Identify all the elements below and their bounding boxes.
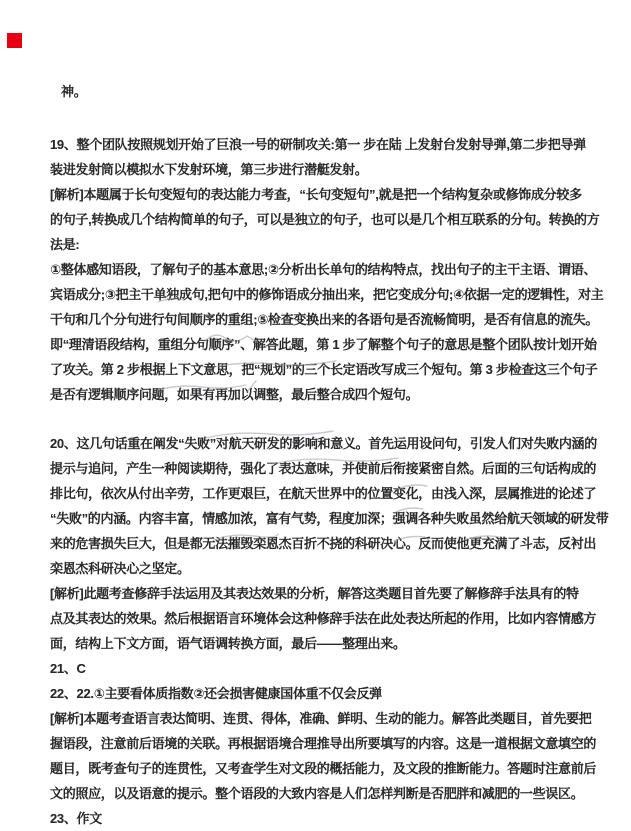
- text-line: 装进发射筒以模拟水下发射环境，第三步进行潜艇发射。: [50, 162, 368, 177]
- text-line: 题目，既考查句子的连贯性，又考查学生对文段的概括能力，及文段的推断能力。答题时注意前后: [50, 761, 597, 776]
- text-line: 神。: [61, 84, 87, 99]
- text-line: 握语段，注意前后语境的关联。再根据语境合理推导出所要填写的内容。这是一道根据文意填空的: [50, 736, 597, 751]
- red-square-mark: [7, 33, 22, 48]
- text-line: ①整体感知语段，了解句子的基本意思;②分析出长单句的结构特点，找出句子的主干主语、谓语、: [50, 262, 597, 277]
- text-line: 即“理清语段结构，重组分句顺序”、解答此题，第 1 步了解整个句子的意思是整个团队按计划开始: [50, 337, 597, 352]
- text-line: 面，结构上下文方面，语气语调转换方面，最后——整理出来。: [50, 636, 406, 651]
- text-line: 23、作文: [50, 811, 102, 826]
- text-line: 栾恩杰科研决心之坚定。: [50, 561, 190, 576]
- text-line: “失败”的内涵。内容丰富，情感加浓，富有气势，程度加深；强调各种失败虽然给航天领域的研发带: [50, 511, 609, 526]
- text-line: 来的危害损失巨大，但是都无法摧毁栾恩杰百折不挠的科研决心。反而使他更充满了斗志，反衬出: [50, 536, 597, 551]
- text-line: 提示与追问，产生一种阅读期待，强化了表达意味，并使前后衔接紧密自然。后面的三句话构成的: [50, 461, 597, 476]
- text-line: 的句子,转换成几个结构简单的句子，可以是独立的句子，也可以是几个相互联系的分句。转换的方: [50, 212, 600, 227]
- text-line: 20、这几句话重在阐发“失败”对航天研发的影响和意义。首先运用设问句，引发人们对失败内涵的: [50, 436, 597, 451]
- document-content: [50, 79, 615, 831]
- text-line: 排比句，依次从付出辛劳，工作更艰巨，在航天世界中的位置变化，由浅入深，层属推进的论述了: [50, 486, 597, 501]
- text-line: 文的照应，以及语意的提示。整个语段的大致内容是人们怎样判断是否肥胖和减肥的一些误区。: [50, 786, 584, 801]
- text-line: [解析]本题属于长句变短句的表达能力考查，“长句变短句”,就是把一个结构复杂或修饰成分较多: [50, 187, 582, 202]
- text-line: 宾语成分;③把主干单独成句,把句中的修饰语成分抽出来，把它变成分句;④依据一定的逻辑性，对主: [50, 287, 604, 302]
- text-line: 19、整个团队按照规划开始了巨浪一号的研制攻关:第一 步在陆 上发射台发射导弹,第二步把导弹: [50, 137, 586, 152]
- text-line: 干句和几个分句进行句间顺序的重组;⑤检查变换出来的各语句是否流畅简明，是否有信息的流失。: [50, 312, 599, 327]
- text-line: 法是:: [50, 237, 80, 252]
- text-line: 点及其表达的效果。然后根据语言环境体会这种修辞手法在此处表达所起的作用，比如内容情感方: [50, 611, 597, 626]
- text-line: [解析]此题考查修辞手法运用及其表达效果的分析，解答这类题目首先要了解修辞手法具有的特: [50, 586, 579, 601]
- text-line: 21、C: [50, 661, 86, 676]
- text-line: 22、22.①主要看体质指数②还会损害健康国体重不仅会反弹: [50, 686, 382, 701]
- text-line: 是否有逻辑顺序问题，如果有再加以调整，最后整合成四个短句。: [50, 387, 419, 402]
- text-line: 了攻关。第 2 步根据上下文意思，把“规划”的三个长定语改写成三个短句。第 3 步检查这三个句子: [50, 362, 598, 377]
- text-line: [解析]本题考查语言表达简明、连贯、得体，准确、鲜明、生动的能力。解答此类题目，首先要把: [50, 711, 592, 726]
